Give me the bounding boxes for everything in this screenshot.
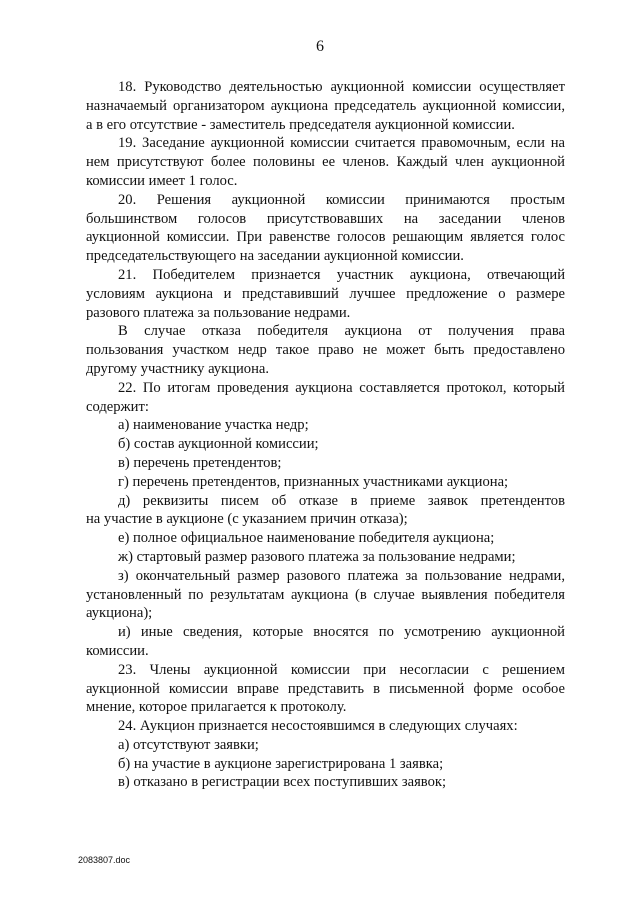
text-line: назначаемый организатором аукциона председатель аукционной комиссии, [86,97,565,114]
text-line: председательствующего на заседании аукционной комиссии. [86,248,464,265]
paragraph-24 [86,717,565,736]
paragraph-20 [86,191,565,266]
list-item: г) перечень претендентов, признанных участниками аукциона; [118,473,509,490]
paragraph-21-refusal [86,322,565,378]
text-line: большинством голосов присутствовавших на заседании членов [86,210,565,227]
page-number: 6 [316,38,324,55]
list-item: б) на участие в аукционе зарегистрирована 1 заявка; [118,755,444,772]
text-line: аукционной комиссии. При равенстве голосов решающим является голос [86,229,565,246]
list-item-d [86,492,565,530]
footer-filename: 2083807.doc [78,855,131,865]
text-line: аукциона); [86,605,153,622]
paragraph-19 [86,134,565,190]
text-line: 18. Руководство деятельностью аукционной комиссии осуществляет [118,79,565,95]
text-line: 19. Заседание аукционной комиссии считается правомочным, если на [118,135,565,152]
text-line: з) окончательный размер разового платежа за пользование недрами, [118,567,565,584]
text-line: и) иные сведения, которые вносятся по усмотрению аукционной [118,624,565,641]
list-item: а) отсутствуют заявки; [118,736,259,753]
text-line: а в его отсутствие - заместитель председателя аукционной комиссии. [86,116,515,133]
paragraph-22 [86,379,565,417]
text-line: 21. Победителем признается участник аукциона, отвечающий [118,266,565,283]
list-item-z [86,567,565,623]
text-line: 22. По итогам проведения аукциона составляется протокол, который [118,379,565,396]
text-line: нем присутствуют более половины ее членов. Каждый член аукционной [86,154,565,171]
text-line: 24. Аукцион признается несостоявшимся в следующих случаях: [118,718,518,735]
text-line: В случае отказа победителя аукциона от получения права [118,323,565,340]
text-line: разового платежа за пользование недрами. [86,304,351,321]
text-line: пользования участком недр такое право не может быть предоставлено [86,342,565,359]
text-line: содержит: [86,398,149,415]
text-line: комиссии. [86,642,149,659]
list-item: б) состав аукционной комиссии; [118,436,319,453]
text-line: 20. Решения аукционной комиссии принимаются простым [118,191,565,208]
text-line: на участие в аукционе (с указанием причин отказа); [86,511,408,528]
paragraph-18 [86,78,565,134]
paragraph-23 [86,661,565,717]
text-line: условиям аукциона и представивший лучшее предложение о размере [86,285,565,302]
list-item: в) отказано в регистрации всех поступивших заявок; [118,774,447,791]
text-line: мнение, которое прилагается к протоколу. [86,699,347,716]
text-line: аукционной комиссии вправе представить в письменной форме особое [86,680,565,697]
document-body [86,78,565,792]
text-line: другому участнику аукциона. [86,360,270,377]
list-item: ж) стартовый размер разового платежа за пользование недрами; [118,548,516,565]
text-line: комиссии имеет 1 голос. [86,172,238,189]
paragraph-21 [86,266,565,322]
list-item: в) перечень претендентов; [118,454,282,471]
text-line: установленный по результатам аукциона (в случае выявления победителя [86,586,565,603]
text-line: 23. Члены аукционной комиссии при несогласии с решением [118,661,565,678]
list-item-i [86,623,565,661]
list-item: а) наименование участка недр; [118,417,309,434]
list-item: е) полное официальное наименование победителя аукциона; [118,530,495,547]
text-line: д) реквизиты писем об отказе в приеме заявок претендентов [118,492,565,509]
